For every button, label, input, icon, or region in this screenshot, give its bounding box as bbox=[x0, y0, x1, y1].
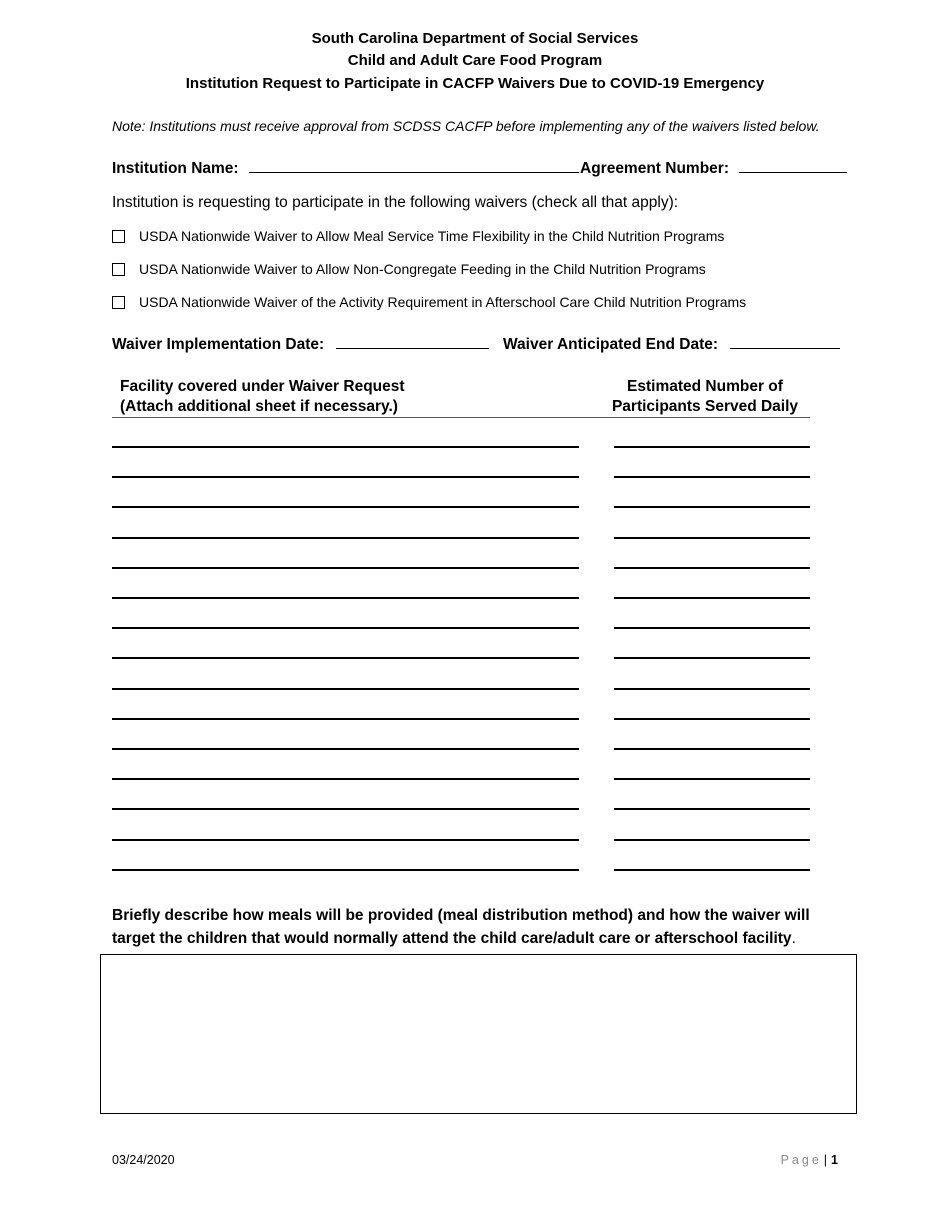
participant-count-line[interactable] bbox=[614, 839, 810, 841]
end-date-field[interactable] bbox=[730, 334, 840, 349]
participant-count-line[interactable] bbox=[614, 657, 810, 659]
page-label: Page bbox=[780, 1153, 822, 1167]
page-separator: | bbox=[823, 1153, 828, 1167]
prompt-period: . bbox=[791, 930, 796, 947]
facility-name-line[interactable] bbox=[112, 778, 579, 780]
waiver-label: USDA Nationwide Waiver to Allow Meal Service Time Flexibility in the Child Nutrition Programs bbox=[139, 228, 725, 244]
footer-date: 03/24/2020 bbox=[112, 1153, 175, 1167]
agreement-number-row bbox=[580, 158, 847, 179]
participant-count-line[interactable] bbox=[614, 688, 810, 690]
participants-header-line1: Estimated Number of bbox=[627, 378, 783, 395]
facility-name-line[interactable] bbox=[112, 657, 579, 659]
participant-count-line[interactable] bbox=[614, 778, 810, 780]
participant-count-line[interactable] bbox=[614, 597, 810, 599]
participants-header-line2: Participants Served Daily bbox=[611, 398, 799, 415]
implementation-date-label: Waiver Implementation Date: bbox=[112, 336, 325, 353]
participants-column-header bbox=[600, 377, 810, 417]
waiver-option bbox=[112, 293, 746, 311]
waiver-checkbox[interactable] bbox=[112, 230, 125, 243]
end-date-label: Waiver Anticipated End Date: bbox=[503, 336, 719, 353]
approval-note: Note: Institutions must receive approval from SCDSS CACFP before implementing any of the waivers listed below. bbox=[112, 118, 820, 134]
facility-name-line[interactable] bbox=[112, 627, 579, 629]
facility-name-line[interactable] bbox=[112, 688, 579, 690]
facility-name-line[interactable] bbox=[112, 567, 579, 569]
implementation-date-row bbox=[112, 334, 489, 355]
waiver-label: USDA Nationwide Waiver to Allow Non-Congregate Feeding in the Child Nutrition Programs bbox=[139, 261, 706, 277]
meal-distribution-prompt bbox=[112, 904, 847, 950]
institution-name-row bbox=[112, 158, 579, 179]
waiver-checkbox[interactable] bbox=[112, 263, 125, 276]
implementation-date-field[interactable] bbox=[336, 334, 489, 349]
facility-header-line1: Facility covered under Waiver Request bbox=[120, 378, 405, 395]
page-number bbox=[781, 1152, 838, 1168]
facility-name-line[interactable] bbox=[112, 446, 579, 448]
waiver-checkbox[interactable] bbox=[112, 296, 125, 309]
facility-name-line[interactable] bbox=[112, 808, 579, 810]
table-header-rule bbox=[112, 417, 810, 418]
participant-count-line[interactable] bbox=[614, 446, 810, 448]
facility-name-line[interactable] bbox=[112, 748, 579, 750]
header-title-line1: South Carolina Department of Social Services bbox=[311, 30, 639, 47]
facility-name-line[interactable] bbox=[112, 869, 579, 871]
facility-name-line[interactable] bbox=[112, 597, 579, 599]
waiver-label: USDA Nationwide Waiver of the Activity Requirement in Afterschool Care Child Nutrition Programs bbox=[139, 294, 747, 310]
end-date-row bbox=[503, 334, 840, 355]
participant-count-line[interactable] bbox=[614, 808, 810, 810]
facility-column-header bbox=[120, 377, 405, 417]
page-number-value: 1 bbox=[831, 1153, 838, 1167]
header-title-line3: Institution Request to Participate in CACFP Waivers Due to COVID-19 Emergency bbox=[185, 75, 765, 92]
request-instructions: Institution is requesting to participate in the following waivers (check all that apply): bbox=[112, 194, 679, 211]
institution-name-label: Institution Name: bbox=[112, 160, 239, 177]
facility-name-line[interactable] bbox=[112, 506, 579, 508]
institution-name-field[interactable] bbox=[249, 158, 579, 173]
facility-header-line2: (Attach additional sheet if necessary.) bbox=[120, 398, 398, 415]
participant-count-line[interactable] bbox=[614, 476, 810, 478]
participant-count-line[interactable] bbox=[614, 506, 810, 508]
facility-name-line[interactable] bbox=[112, 839, 579, 841]
facility-name-line[interactable] bbox=[112, 476, 579, 478]
participant-count-line[interactable] bbox=[614, 718, 810, 720]
participant-count-line[interactable] bbox=[614, 748, 810, 750]
facility-name-line[interactable] bbox=[112, 718, 579, 720]
agreement-number-label: Agreement Number: bbox=[580, 160, 729, 177]
waiver-option bbox=[112, 227, 724, 245]
header-title-line2: Child and Adult Care Food Program bbox=[347, 52, 603, 69]
agreement-number-field[interactable] bbox=[739, 158, 847, 173]
participant-count-line[interactable] bbox=[614, 869, 810, 871]
facility-name-line[interactable] bbox=[112, 537, 579, 539]
waiver-option bbox=[112, 260, 706, 278]
meal-distribution-prompt-text: Briefly describe how meals will be provided (meal distribution method) and how the waiver will target the children that would normally attend the child care/adult care or afterschool facility bbox=[112, 907, 810, 947]
participant-count-line[interactable] bbox=[614, 537, 810, 539]
meal-distribution-textbox[interactable] bbox=[100, 954, 857, 1114]
participant-count-line[interactable] bbox=[614, 627, 810, 629]
participant-count-line[interactable] bbox=[614, 567, 810, 569]
